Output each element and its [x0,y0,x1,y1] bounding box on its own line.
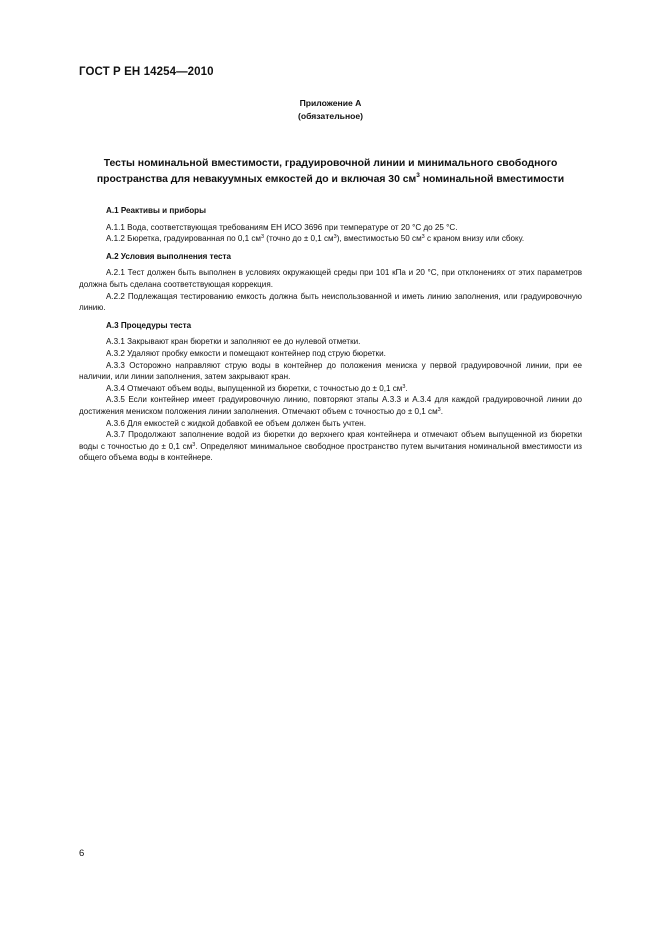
standard-header: ГОСТ Р ЕН 14254—2010 [79,66,214,78]
paragraph-text: А.2.1 Тест должен быть выполнен в условиях окружающей среды при 101 кПа и 20 °С, при отклонениях от этих параметров должна быть сделана соответствующая коррекция. [79,268,582,289]
paragraph-text: А.1.1 Вода, соответствующая требованиям ЕН ИСО 3696 при температуре от 20 °С до 25 °С. [106,222,458,232]
appendix-status: (обязательное) [297,111,364,121]
paragraph-text: А.3.1 Закрывают кран бюретки и заполняют ее до нулевой отметки. [106,337,361,347]
page-number: 6 [79,848,85,859]
paragraph-text: . [405,383,408,393]
paragraph-text: ), вместимостью 50 см [336,234,422,244]
appendix-title: Приложение А [299,98,362,108]
superscript: 3 [402,383,406,390]
paragraph [79,222,582,234]
paragraph-text: А.3.3 Осторожно направляют струю воды в контейнер до положения мениска у первой градуировочной линии, при ее наличии, или линии заполнения, затем закрывают кран. [79,360,582,382]
superscript: 3 [333,234,337,241]
paragraph [79,348,582,360]
paragraph [79,336,582,348]
paragraph-text: (точно до ± 0,1 см [264,234,334,244]
title-superscript: 3 [416,172,420,179]
section [79,251,582,314]
paragraph-text: . [440,406,443,416]
paragraph-text: А.2.2 Подлежащая тестированию емкость должна быть неиспользованной и иметь линию заполнения, или градуировочную линию. [79,291,582,313]
paragraph [79,394,582,417]
paragraph-text: А.1.2 Бюретка, градуированная по 0,1 см [106,234,261,244]
title-line-2-end: номинальной вместимости [419,174,565,185]
appendix-block [79,97,582,123]
paragraph [79,267,582,290]
document-title [79,156,582,188]
paragraph [79,429,582,464]
paragraph-text: . Определяют минимальное свободное пространство путем вычитания номинальной вместимости из общего объема воды в контейнере. [79,441,582,463]
paragraph [79,291,582,314]
paragraph [79,233,582,245]
superscript: 3 [260,234,265,241]
title-line-2-text: пространства для невакуумных емкостей до и включая 30 см [96,174,417,185]
paragraph [79,360,582,383]
superscript: 3 [437,406,441,413]
paragraph [79,383,582,395]
section-heading: А.1 Реактивы и приборы [106,206,207,215]
superscript: 3 [192,441,196,448]
paragraph [79,418,582,430]
paragraph-text: с краном внизу или сбоку. [424,234,525,244]
section [79,320,582,464]
paragraph-text: А.3.5 Если контейнер имеет градуировочную линию, повторяют этапы А.3.3 и А.3.4 для каждой градуировочной линии до достижения мениском положения линии заполнения. Отмечают объем с точностью до ± 0,1 см [79,395,582,416]
section-heading: А.3 Процедуры теста [106,320,192,330]
section-heading: А.2 Условия выполнения теста [106,251,231,261]
superscript: 3 [421,234,425,241]
paragraph-text: А.3.6 Для емкостей с жидкой добавкой ее объем должен быть учтен. [106,418,366,428]
title-line-2 [79,172,582,188]
document-body [79,205,582,470]
title-line-1: Тесты номинальной вместимости, градуировочной линии и минимального свободного [103,158,558,169]
section [79,205,582,245]
paragraph-text: А.3.7 Продолжают заполнение водой из бюретки до верхнего края контейнера и отмечают объем выпущенной из бюретки воды с точностью до ± 0,1 см [79,430,582,451]
paragraph-text: А.3.2 Удаляют пробку емкости и помещают контейнер под струю бюретки. [106,348,386,358]
paragraph-text: А.3.4 Отмечают объем воды, выпущенной из бюретки, с точностью до ± 0,1 см [106,383,403,393]
